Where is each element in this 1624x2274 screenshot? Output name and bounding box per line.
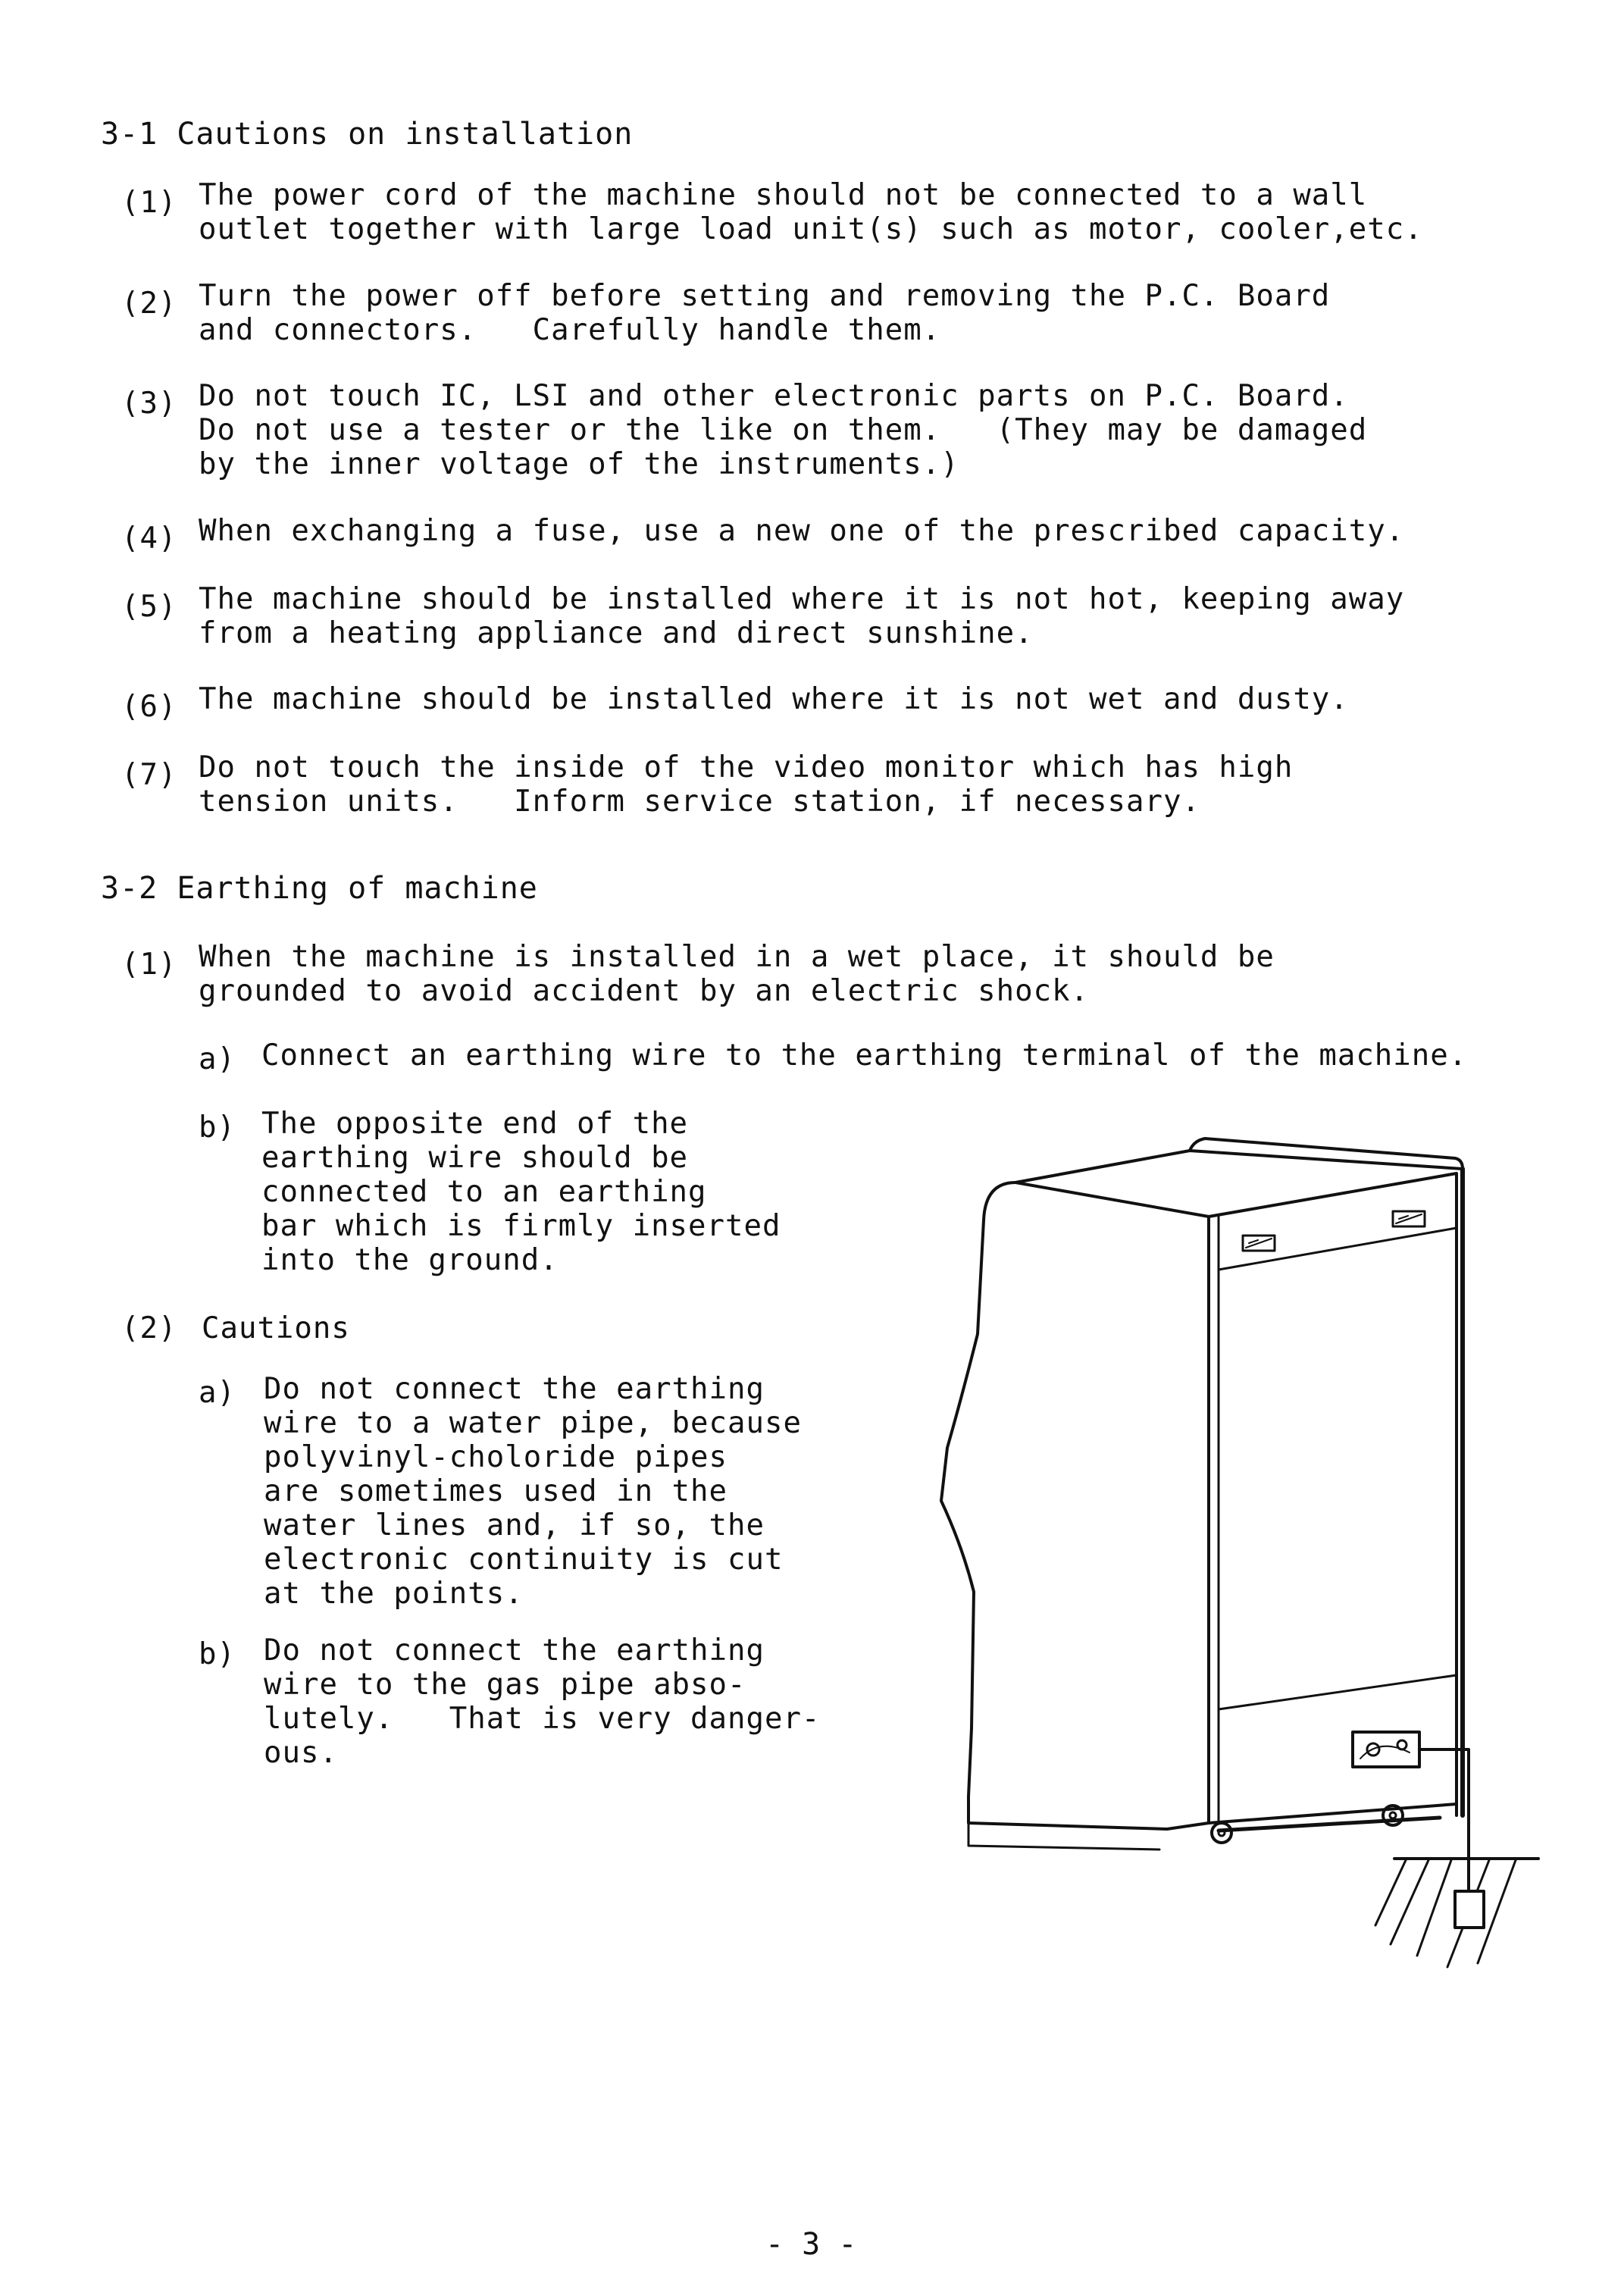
panel-divider-bottom [1219, 1675, 1457, 1709]
cautions-title: Cautions [202, 1311, 350, 1345]
item-3-line-3: by the inner voltage of the instruments.) [199, 447, 959, 481]
ground-hatching [1375, 1860, 1516, 1967]
earthing-bar-icon [1455, 1891, 1484, 1928]
earthing-sub-a-line-1: Connect an earthing wire to the earthing terminal of the machine. [261, 1038, 1468, 1073]
item-4-line-1: When exchanging a fuse, use a new one of the prescribed capacity. [199, 514, 1405, 548]
earthing-item-1-line-2: grounded to avoid accident by an electric shock. [199, 974, 1090, 1008]
caution-b-line-2: wire to the gas pipe abso- [264, 1668, 746, 1702]
caution-a-line-7: at the points. [264, 1577, 524, 1611]
item-3-line-2: Do not use a tester or the like on them. (They may be damaged [199, 413, 1368, 447]
item-2-line-2: and connectors. Carefully handle them. [199, 313, 941, 347]
earthing-sub-b-line-4: bar which is firmly inserted [261, 1209, 781, 1243]
sub-label-a: a) [199, 1376, 236, 1410]
item-5-line-2: from a heating appliance and direct sunshine. [199, 616, 1034, 650]
earthing-sub-b-line-2: earthing wire should be [261, 1141, 689, 1175]
caution-a-line-2: wire to a water pipe, because [264, 1406, 802, 1440]
caution-b-line-4: ous. [264, 1736, 338, 1770]
caution-b-line-3: lutely. That is very danger- [264, 1702, 821, 1736]
machine-earthing-illustration [932, 1122, 1554, 1986]
item-number: (3) [121, 387, 177, 421]
cabinet-side-profile [941, 1182, 1015, 1796]
item-6-line-1: The machine should be installed where it is not wet and dusty. [199, 682, 1349, 716]
caution-a-line-6: electronic continuity is cut [264, 1543, 784, 1577]
sub-label-b: b) [199, 1637, 236, 1671]
vent-slots-icon [1396, 1214, 1422, 1223]
item-number: (2) [121, 1311, 177, 1345]
item-7-line-1: Do not touch the inside of the video monitor which has high [199, 750, 1294, 785]
item-3-line-1: Do not touch IC, LSI and other electronic parts on P.C. Board. [199, 379, 1349, 413]
item-number: (7) [121, 758, 177, 792]
item-number: (4) [121, 522, 177, 556]
caution-a-line-1: Do not connect the earthing [264, 1372, 765, 1406]
item-number: (5) [121, 590, 177, 624]
caution-a-line-3: polyvinyl-choloride pipes [264, 1440, 728, 1474]
item-number: (1) [121, 186, 177, 220]
item-1-line-2: outlet together with large load unit(s) such as motor, cooler,etc. [199, 212, 1423, 246]
item-1-line-1: The power cord of the machine should not be connected to a wall [199, 178, 1368, 212]
item-5-line-1: The machine should be installed where it is not hot, keeping away [199, 582, 1405, 616]
item-number: (2) [121, 287, 177, 321]
earthing-sub-b-line-1: The opposite end of the [261, 1107, 689, 1141]
caution-b-line-1: Do not connect the earthing [264, 1633, 765, 1668]
item-2-line-1: Turn the power off before setting and removing the P.C. Board [199, 279, 1331, 313]
section-heading-3-1: 3-1 Cautions on installation [101, 117, 634, 152]
cabinet-top-edge [1015, 1151, 1463, 1182]
caster-wheel-icon [1212, 1823, 1231, 1843]
vent-slots-icon [1246, 1239, 1272, 1248]
sub-label-b: b) [199, 1110, 236, 1145]
cabinet-base-left [968, 1796, 1209, 1829]
caution-a-line-5: water lines and, if so, the [264, 1508, 765, 1543]
earthing-sub-b-line-5: into the ground. [261, 1243, 559, 1277]
caution-a-line-4: are sometimes used in the [264, 1474, 728, 1508]
cabinet-right-side [1209, 1173, 1457, 1815]
item-7-line-2: tension units. Inform service station, if necessary. [199, 785, 1200, 819]
panel-divider-top [1219, 1228, 1457, 1270]
item-number: (1) [121, 948, 177, 982]
front-panel-top [1015, 1182, 1209, 1217]
earthing-sub-b-line-3: connected to an earthing [261, 1175, 707, 1209]
section-heading-3-2: 3-2 Earthing of machine [101, 871, 538, 906]
earthing-item-1-line-1: When the machine is installed in a wet place, it should be [199, 940, 1275, 974]
item-number: (6) [121, 690, 177, 724]
caster-hub-icon [1390, 1812, 1396, 1818]
caster-hub-icon [1219, 1830, 1225, 1836]
page-number: - 3 - [765, 2227, 857, 2262]
sub-label-a: a) [199, 1042, 236, 1076]
earthing-terminal-icon [1353, 1732, 1419, 1767]
